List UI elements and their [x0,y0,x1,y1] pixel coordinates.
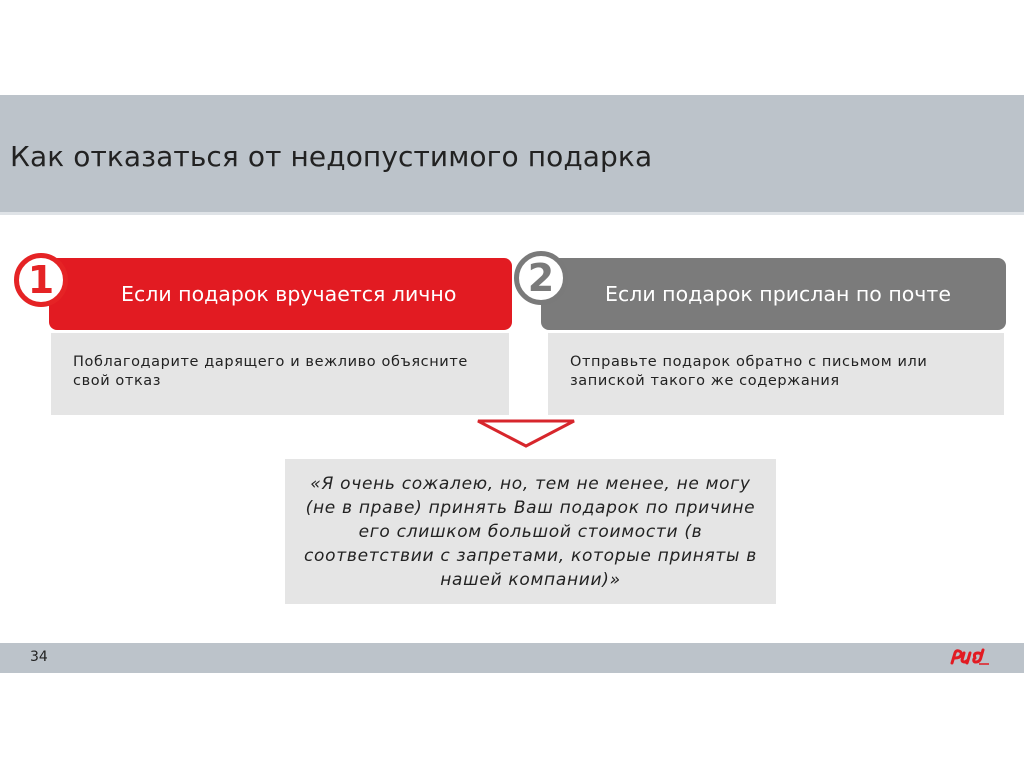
option-1-heading: Если подарок вручается лично [121,282,457,306]
option-1-banner [49,258,512,330]
quote-box: «Я очень сожалею, но, тем не менее, не могу (не в праве) принять Ваш подарок по причине его слишком большой стоимости (в соответствии с запретами, которые приняты в нашей компании)» [285,459,776,604]
slide-title: Как отказаться от недопустимого подарка [10,140,653,173]
option-2-heading: Если подарок прислан по почте [605,282,951,306]
rzd-logo-icon [949,648,991,666]
step-1-badge: 1 [14,253,68,307]
option-2-description: Отправьте подарок обратно с письмом или запиской такого же содержания [548,333,1004,415]
page-number: 34 [30,649,48,665]
footer-band [0,643,1024,673]
step-2-badge: 2 [514,251,568,305]
option-1-description: Поблагодарите дарящего и вежливо объясните свой отказ [51,333,509,415]
down-arrow-icon [476,419,576,449]
option-2-banner [541,258,1006,330]
